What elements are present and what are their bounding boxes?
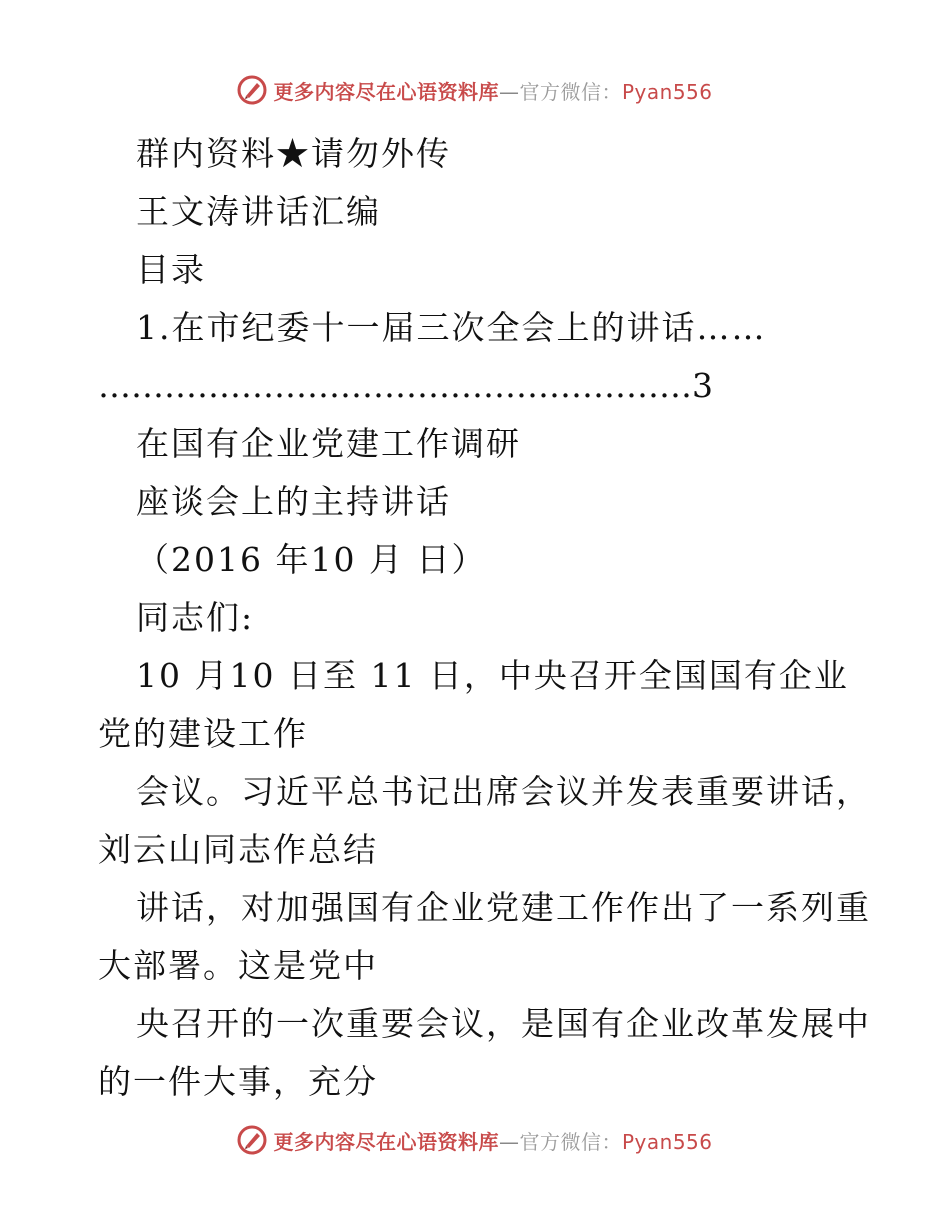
doc-line: 讲话，对加强国有企业党建工作作出了一系列重 xyxy=(136,888,871,927)
doc-line: 在国有企业党建工作调研 xyxy=(136,424,521,463)
doc-line: 大部署。这是党中 xyxy=(98,946,378,985)
watermark-dash: — xyxy=(498,79,520,104)
doc-line: 同志们: xyxy=(136,598,255,637)
watermark-text xyxy=(273,1126,712,1155)
doc-line: 群内资料★请勿外传 xyxy=(136,134,451,173)
doc-line: ………………………………………………3 xyxy=(98,366,713,405)
watermark-contact-id: Pyan556 xyxy=(621,1129,713,1154)
pen-logo-icon xyxy=(237,75,267,105)
footer-watermark xyxy=(0,1120,950,1160)
watermark-contact-label: 官方微信： xyxy=(519,79,622,104)
doc-line: 目录 xyxy=(136,250,206,289)
doc-line: 的一件大事，充分 xyxy=(98,1062,378,1101)
doc-line: 党的建设工作 xyxy=(98,714,308,753)
doc-line: 座谈会上的主持讲话 xyxy=(136,482,451,521)
watermark-brand: 更多内容尽在心语资料库 xyxy=(273,1129,499,1154)
doc-line: （2016 年10 月 日） xyxy=(136,540,487,579)
header-watermark xyxy=(0,70,950,110)
document-body xyxy=(98,125,871,1111)
watermark-contact-label: 官方微信： xyxy=(519,1129,622,1154)
doc-line: 王文涛讲话汇编 xyxy=(136,192,381,231)
watermark-brand: 更多内容尽在心语资料库 xyxy=(273,79,499,104)
doc-line: 央召开的一次重要会议，是国有企业改革发展中 xyxy=(136,1004,871,1043)
doc-line: 1.在市纪委十一届三次全会上的讲话…… xyxy=(136,308,767,347)
watermark-text xyxy=(273,76,712,105)
watermark-dash: — xyxy=(498,1129,520,1154)
doc-line: 10 月10 日至 11 日，中央召开全国国有企业 xyxy=(136,656,849,695)
doc-line: 会议。习近平总书记出席会议并发表重要讲话， xyxy=(136,772,871,811)
doc-line: 刘云山同志作总结 xyxy=(98,830,378,869)
watermark-contact-id: Pyan556 xyxy=(621,79,713,104)
pen-logo-icon xyxy=(237,1125,267,1155)
